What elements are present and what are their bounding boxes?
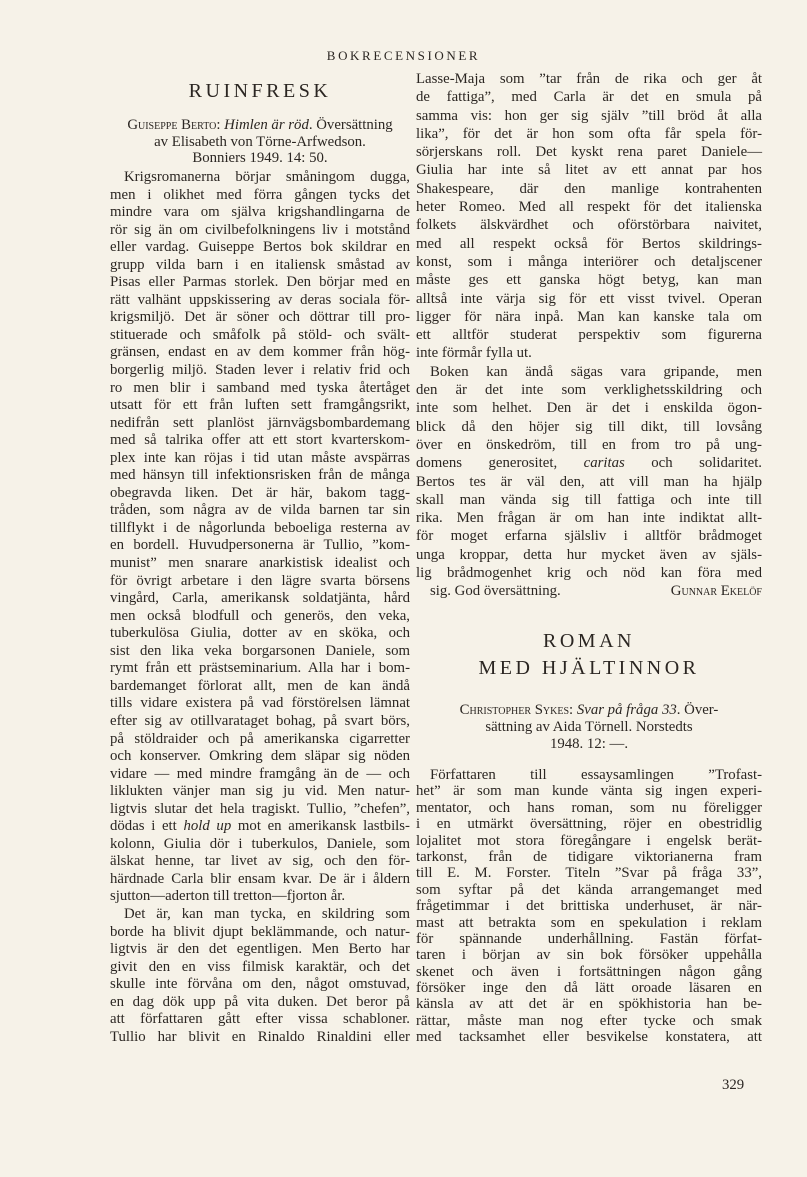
text-line: skulle inte förvåna om den, något omstuvad,	[110, 976, 410, 993]
text-line: till E. M. Forster. Titeln ”Svar på fråga 33”,	[416, 865, 762, 882]
text-line: tråden, som några av de vilda barnen tar sin	[110, 502, 410, 519]
text-line: Pisas eller Parmas storlek. Den börjar med en	[110, 274, 410, 291]
text-line: men också blodfull och generös, den veka,	[110, 607, 410, 624]
text-line: stituerade och småfolk på stöld- och svält-	[110, 326, 410, 343]
text-line: känsla av att det är en spökhistoria han be-	[416, 996, 762, 1013]
review-title-ruinfresk: RUINFRESK	[188, 80, 332, 102]
text-line: unga kroppar, detta hur mycket även av själs-	[416, 546, 762, 563]
text-line: för spännande underhållning. Fastän förfat-	[416, 930, 762, 947]
text-line: krigsmiljö. Det är söner och döttrar till pro-	[110, 309, 410, 326]
review1-book-title: Himlen är röd	[224, 117, 309, 133]
review-title-roman: ROMAN	[543, 630, 635, 652]
review2-bibliographic-header	[410, 702, 768, 752]
review1-header-rest: . Översättning	[308, 117, 393, 133]
text-line: sjutton—aderton till tretton—fjorton år.	[110, 888, 346, 905]
text-line: samma vis: hon ger sig själv ”till bröd åt alla	[416, 107, 762, 124]
text-line: bardemanget förlorat allt, men de kan ändå	[110, 677, 410, 694]
review-title-med-hjaltinnor: MED HJÄLTINNOR	[478, 657, 700, 679]
review1-header-line2: av Elisabeth von Törne-Arfwedson.	[154, 133, 366, 150]
text-line: med tacksamhet eller besvikelse konstatera, att	[416, 1029, 762, 1046]
review1-header-line1	[104, 117, 416, 134]
text-line: plex inte kan röjas i tid utan måste avspärras	[110, 449, 410, 466]
text-line: lojalitet mot stora föregångare i engelsk berät-	[416, 832, 762, 849]
text-line: obegravda liken. Det är här, bakom tagg-	[110, 484, 410, 501]
text-line: på stöldraider och på amerikanska cigarretter	[110, 730, 410, 747]
text-line: lika”, för det är hon som ofta får spela för-	[416, 125, 762, 142]
text-line: med hänsyn till infektionsrisken från de många	[110, 467, 410, 484]
text-line: för övrigt arbetare i den lägre svarta börsens	[110, 572, 410, 589]
text-line: tuberkulösa Giulia, dotter av en sköka, och	[110, 625, 410, 642]
review1-closing-line	[430, 582, 762, 600]
text-line: ligger för nära inpå. Man kan kanske tala om	[416, 308, 762, 325]
text-line: ligtvis är den det egentligen. Men Berto har	[110, 941, 410, 958]
text-line: ett alltför studerat perspektiv som figurerna	[416, 327, 762, 344]
text-line: sist den lika veka borgarsonen Daniele, som	[110, 642, 410, 659]
text-line: Det är, kan man tycka, en skildring som	[124, 905, 410, 922]
text-line: Lasse-Maja som ”tar från de rika och ger åt	[416, 71, 762, 87]
review1-signature: Gunnar Ekelöf	[670, 583, 762, 599]
text-line: eller vardag. Guiseppe Bertos bok skildrar en	[110, 239, 410, 256]
text-line: tarkonst, från de tidigare viktorianerna fram	[416, 848, 762, 865]
text-line: heter Romeo. Med all respekt för det italienska	[416, 199, 762, 216]
text-line: skall man vända sig till fattiga och inte till	[416, 491, 762, 508]
text-line: Shakespeare, där den manlige kontrahenten	[416, 180, 762, 197]
text-line: försöker inge den då lätt oroade läsaren en	[416, 980, 762, 997]
text-line: kolonn, Giulia dör i tuberkulos, Daniele, som	[110, 835, 410, 852]
text-line: inte som helhet. Den är det i enskilda ögon-	[416, 400, 762, 417]
text-line: Boken kan ändå sägas vara gripande, men	[430, 363, 762, 380]
text-line: lig brådmogenhet krig och nöd kan föra med	[416, 565, 762, 582]
text-line: nedifrån sett planlöst järnvägsbombardemang	[110, 414, 410, 431]
text-line: dödas i ett hold up mot en amerikansk lastbils-	[110, 818, 410, 835]
review2-author: Christopher Sykes	[459, 702, 570, 718]
running-head: BOKRECENSIONER	[326, 48, 481, 63]
text-line: taren i början av sin bok försöker uppehålla	[416, 947, 762, 964]
text-line: rättar, måste man nog efter tycke och smak	[416, 1012, 762, 1029]
text-line: utsatt för ett från luften sett framgångsrikt,	[110, 397, 410, 414]
text-line: mindre vara om själva krigshandlingarna de	[110, 204, 410, 221]
review2-book-title: Svar på fråga 33	[576, 702, 677, 718]
text-line: rymt från ett prästseminarium. Alla har i bom-	[110, 660, 410, 677]
page-number: 329	[722, 1077, 745, 1093]
text-line: Bertos tes är väl den, att vill man ha hjälp	[416, 473, 762, 490]
text-line: frågetimmar i det brittiska underhuset, är när-	[416, 898, 762, 915]
text-line: över en önskedröm, till en from tro på ung-	[416, 436, 762, 453]
text-line: för moget erfarna själsliv i alltför brådmoget	[416, 528, 762, 545]
text-line: rör sig än om civilbefolkningens liv i motstånd	[110, 221, 410, 238]
text-line: som syftar på det kända arrangemanget med	[416, 881, 762, 898]
text-line: rätt valhänt uppskissering av deras sociala för-	[110, 291, 410, 308]
text-line: blick då den höjer sig till dikt, till lovsång	[416, 418, 762, 435]
review1-closing-text: sig. God översättning.	[430, 583, 561, 599]
text-line: en dag dök upp på vita duken. Det beror på	[110, 993, 410, 1010]
review1-sep: :	[216, 117, 225, 133]
text-line: Krigsromanerna börjar småningom dugga,	[124, 169, 410, 185]
review1-bibliographic-header	[104, 117, 416, 167]
text-line: tills vidare existera på vad förstörelsen lämnat	[110, 695, 410, 712]
text-line: mast att betrakta som en spekulation i reklam	[416, 914, 762, 931]
text-line: borgerlig miljö. Staden lever i relativ frid och	[110, 362, 410, 379]
text-line: Giulia har inte så litet av ett annat par hos	[416, 162, 762, 179]
text-line: alltså inte värja sig för ett visst tvivel. Operan	[416, 290, 762, 307]
text-line: givit den en viss filmisk karaktär, och det	[110, 958, 410, 975]
text-line: men i olikhet med förra gången tycks det	[110, 186, 410, 203]
text-line: gränsen, endast en av dem kommer från hög-	[110, 344, 410, 361]
text-line: inte förmår fylla ut.	[416, 345, 532, 362]
review1-header-line3: Bonniers 1949. 14: 50.	[192, 150, 328, 166]
text-line: vidare — med mindre framgång än de — och	[110, 765, 410, 782]
text-line: en bordell. Huvudpersonerna är Tullio, ”kom-	[110, 537, 410, 554]
text-line: måste ges ett ganska högt betyg, kan man	[416, 272, 762, 289]
text-line: vingård, Carla, amerikansk soldatjänta, hård	[110, 590, 410, 607]
text-line: den är det inte som verklighetsskildring och	[416, 382, 762, 399]
text-line: het” är som man kunde vänta sig ingen experi-	[416, 783, 762, 800]
text-line: ro men blir i samband med tyska återtåget	[110, 379, 410, 396]
text-line: rika. Men frågan är om han inte indiktat allt-	[416, 510, 762, 527]
review2-header-rest: . Över-	[676, 702, 719, 718]
review2-header-line2: sättning av Aida Törnell. Norstedts	[485, 718, 693, 735]
review2-body	[416, 767, 762, 1046]
text-line: älskat henne, tar livet av sig, och den för-	[110, 853, 410, 870]
review2-header-line3: 1948. 12: —.	[549, 735, 629, 752]
text-line: med så talrika offer att ett stort kvarterskom-	[110, 432, 410, 449]
text-line: borde ha blivit djupt beklämmande, och natur-	[110, 923, 410, 940]
text-line: konst, som i många interiörer och detaljscener	[416, 253, 762, 270]
text-line: mentator, och hans roman, som nu föreligger	[416, 799, 762, 816]
text-line: efter sig av otillvarataget bohag, på svart börs,	[110, 712, 410, 729]
text-line: härdnade Carla blir ensam kvar. De är i åldern	[110, 870, 410, 887]
text-line: och konserver. Omkring dem släpar sig nöden	[110, 748, 410, 765]
text-line: i en utmärkt översättning, röjer en obestridlig	[416, 816, 762, 833]
review1-body-left	[110, 169, 410, 1046]
text-line: med all respekt också för Bertos skildrings-	[416, 235, 762, 252]
text-line: skenet och även i fortsättningen någon gång	[416, 963, 762, 980]
text-line: tillflykt i de någorlunda beboeliga resterna av	[110, 519, 410, 536]
text-line: ligtvis slutar det hela tragiskt. Tullio, ”chefen”,	[110, 800, 410, 817]
text-line: Författaren till essaysamlingen ”Trofast-	[430, 767, 762, 783]
text-line: sörjerskans roll. Det kyskt rena paret Daniele—	[416, 144, 762, 161]
text-line: de fattiga”, med Carla är det en smula på	[416, 89, 762, 106]
text-line: munist” men snarare anarkistisk idealist och	[110, 555, 410, 572]
review1-author: Guiseppe Berto	[127, 117, 217, 133]
text-line: liklukten vänjer man sig ju vid. Men natur-	[110, 783, 410, 800]
text-line: att författaren gått efter vissa schabloner.	[110, 1011, 410, 1028]
text-line: grupp vilda barn i en italiensk småstad av	[110, 256, 410, 273]
review1-body-right	[416, 70, 762, 582]
text-line: domens generositet, caritas och solidaritet.	[416, 455, 763, 472]
review2-sep: :	[569, 702, 577, 718]
text-line: Tullio har blivit en Rinaldo Rinaldini eller	[110, 1028, 410, 1045]
review2-header-line1	[410, 702, 768, 719]
text-line: folkets älskvärdhet och oförstörbara naivitet,	[416, 217, 762, 234]
